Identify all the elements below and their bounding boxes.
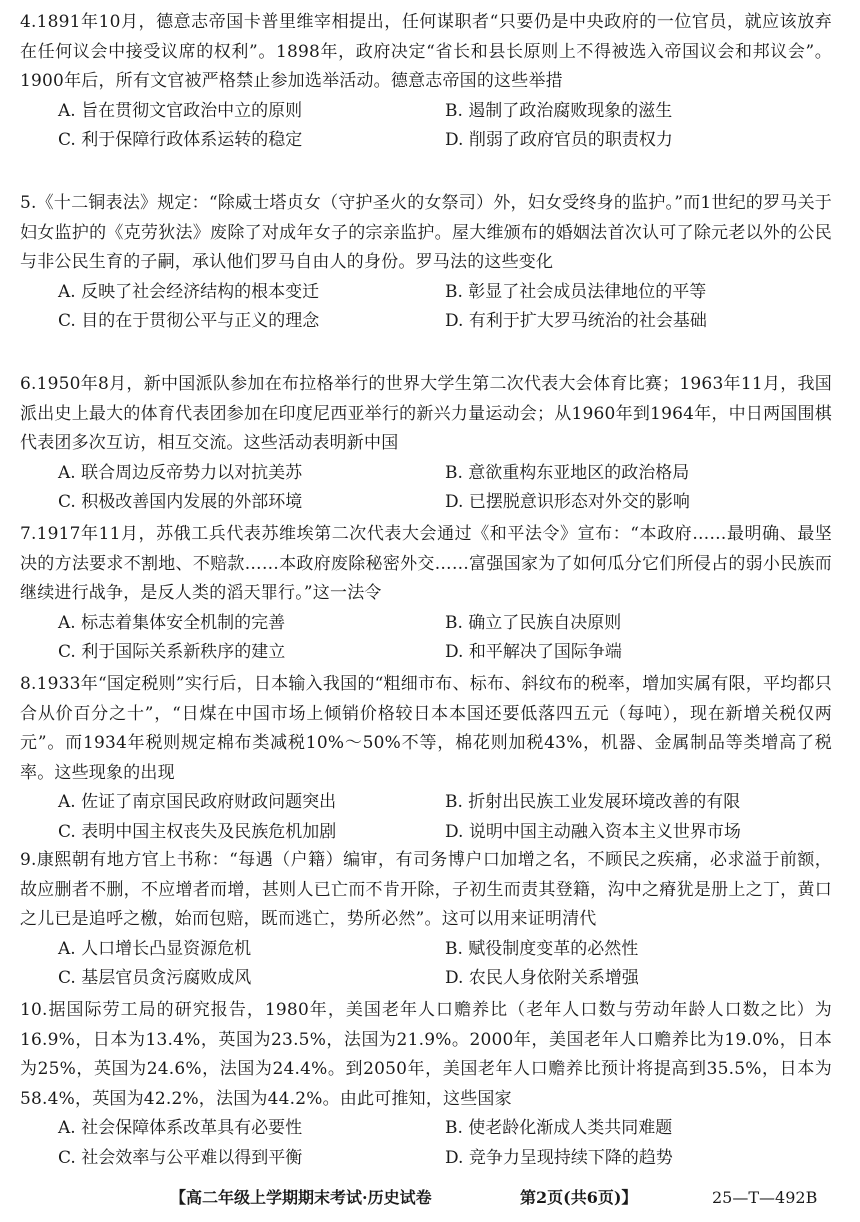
question-8: [20, 670, 832, 847]
option-a[interactable]: A. 佐证了南京国民政府财政问题突出: [58, 792, 337, 812]
question-5: [20, 189, 832, 337]
option-b[interactable]: B. 折射出民族工业发展环境改善的有限: [445, 792, 741, 812]
option-d[interactable]: D. 说明中国主动融入资本主义世界市场: [445, 821, 741, 842]
option-b[interactable]: B. 赋役制度变革的必然性: [445, 938, 639, 959]
option-b[interactable]: B. 意欲重构东亚地区的政治格局: [445, 462, 690, 483]
options-grid: [20, 97, 832, 156]
question-stem: 4.1891年10月，德意志帝国卡普里维宰相提出，任何谋职者“只要仍是中央政府的一位官员，就应该放弃在任何议会中接受议席的权利”。1898年，政府决定“省长和县长原则上不得被选入帝国议会和邦议会”。1900年后，所有文官被严格禁止参加选举活动。德意志帝国的这些举措: [20, 12, 832, 91]
question-9: [20, 846, 832, 994]
option-a[interactable]: A. 反映了社会经济结构的根本变迁: [58, 281, 320, 302]
question-stem: 10.据国际劳工局的研究报告，1980年，美国老年人口赡养比（老年人口数与劳动年龄人口数之比）为16.9%，日本为13.4%，英国为23.5%，法国为21.9%。2000年，美国老年人口赡养比为19.0%，日本为25%，英国为24.6%，法国为24.4%。到2050年，美国老年人口赡养比预计将提高到35.5%，日本为58.4%，英国为42.2%，法国为44.2%。由此可推知，这些国家: [20, 1000, 832, 1109]
options-grid: [20, 278, 832, 337]
option-c[interactable]: C. 社会效率与公平难以得到平衡: [58, 1147, 303, 1168]
option-b[interactable]: B. 使老龄化渐成人类共同难题: [445, 1118, 673, 1138]
option-b[interactable]: B. 彰显了社会成员法律地位的平等: [445, 281, 707, 302]
options-grid: [20, 1114, 832, 1173]
options-grid: [20, 935, 832, 994]
question-stem: 5.《十二铜表法》规定：“除威士塔贞女（守护圣火的女祭司）外，妇女受终身的监护。”而1世纪的罗马关于妇女监护的《克劳狄法》废除了对成年女子的宗亲监护。屋大维颁布的婚姻法首次认可了除元老以外的公民与非公民生育的子嗣，承认他们罗马自由人的身份。罗马法的这些变化: [20, 193, 832, 272]
option-d[interactable]: D. 和平解决了国际争端: [445, 642, 622, 662]
question-stem: 6.1950年8月，新中国派队参加在布拉格举行的世界大学生第二次代表大会体育比赛；1963年11月，我国派出史上最大的体育代表团参加在印度尼西亚举行的新兴力量运动会；从1960年到1964年，中日两国围棋代表团多次互访，相互交流。这些活动表明新中国: [20, 374, 832, 453]
option-b[interactable]: B. 确立了民族自决原则: [445, 612, 622, 633]
page-number: 第2页(共6页)】: [520, 1188, 638, 1207]
options-grid: [20, 459, 832, 518]
option-c[interactable]: C. 利于保障行政体系运转的稳定: [58, 130, 303, 150]
option-c[interactable]: C. 利于国际关系新秩序的建立: [58, 642, 286, 662]
option-a[interactable]: A. 旨在贯彻文官政治中立的原则: [58, 100, 303, 121]
question-7: [20, 520, 832, 668]
option-d[interactable]: D. 农民人身依附关系增强: [445, 968, 639, 988]
option-a[interactable]: A. 人口增长凸显资源危机: [58, 938, 252, 959]
exam-code: 25—T—492B: [712, 1188, 818, 1207]
option-a[interactable]: A. 标志着集体安全机制的完善: [58, 612, 286, 633]
option-d[interactable]: D. 削弱了政府官员的职责权力: [445, 130, 673, 150]
question-stem: 7.1917年11月，苏俄工兵代表苏维埃第二次代表大会通过《和平法令》宣布：“本政府……最明确、最坚决的方法要求不割地、不赔款……本政府废除秘密外交……富强国家为了如何瓜分它们所侵占的弱小民族而继续进行战争，是反人类的滔天罪行。”这一法令: [20, 524, 832, 603]
option-c[interactable]: C. 积极改善国内发展的外部环境: [58, 492, 303, 512]
question-4: [20, 8, 832, 156]
question-stem: 8.1933年“国定税则”实行后，日本输入我国的“粗细市布、标布、斜纹布的税率，增加实属有限，平均都只合从价百分之十”，“日煤在中国市场上倾销价格较日本本国还要低落四五元（每吨），现在新增关税仅两元”。而1934年税则规定棉布类减税10%～50%不等，棉花则加税43%，机器、金属制品等类增高了税率。这些现象的出现: [20, 674, 832, 783]
option-b[interactable]: B. 遏制了政治腐败现象的滋生: [445, 100, 673, 121]
option-a[interactable]: A. 联合周边反帝势力以对抗美苏: [58, 462, 303, 483]
option-d[interactable]: D. 有利于扩大罗马统治的社会基础: [445, 311, 707, 331]
option-d[interactable]: D. 竞争力呈现持续下降的趋势: [445, 1147, 673, 1168]
option-a[interactable]: A. 社会保障体系改革具有必要性: [58, 1118, 303, 1138]
option-d[interactable]: D. 已摆脱意识形态对外交的影响: [445, 492, 690, 512]
question-6: [20, 370, 832, 518]
option-c[interactable]: C. 表明中国主权丧失及民族危机加剧: [58, 821, 337, 842]
question-stem: 9.康熙朝有地方官上书称：“每遇（户籍）编审，有司务博户口加增之名，不顾民之疾痛，必求溢于前额，故应删者不删，不应增者而增，甚则人已亡而不肯开除，子初生而责其登籍，沟中之瘠犹是册上之丁，黄口之儿已是追呼之檄，始而包赔，既而逃亡，势所必然”。这可以用来证明清代: [20, 850, 832, 929]
option-c[interactable]: C. 基层官员贪污腐败成风: [58, 968, 252, 988]
options-grid: [20, 788, 832, 847]
options-grid: [20, 609, 832, 668]
option-c[interactable]: C. 目的在于贯彻公平与正义的理念: [58, 311, 320, 331]
exam-title: 【高二年级上学期期末考试·历史试卷: [170, 1188, 432, 1207]
question-10: [20, 996, 832, 1173]
